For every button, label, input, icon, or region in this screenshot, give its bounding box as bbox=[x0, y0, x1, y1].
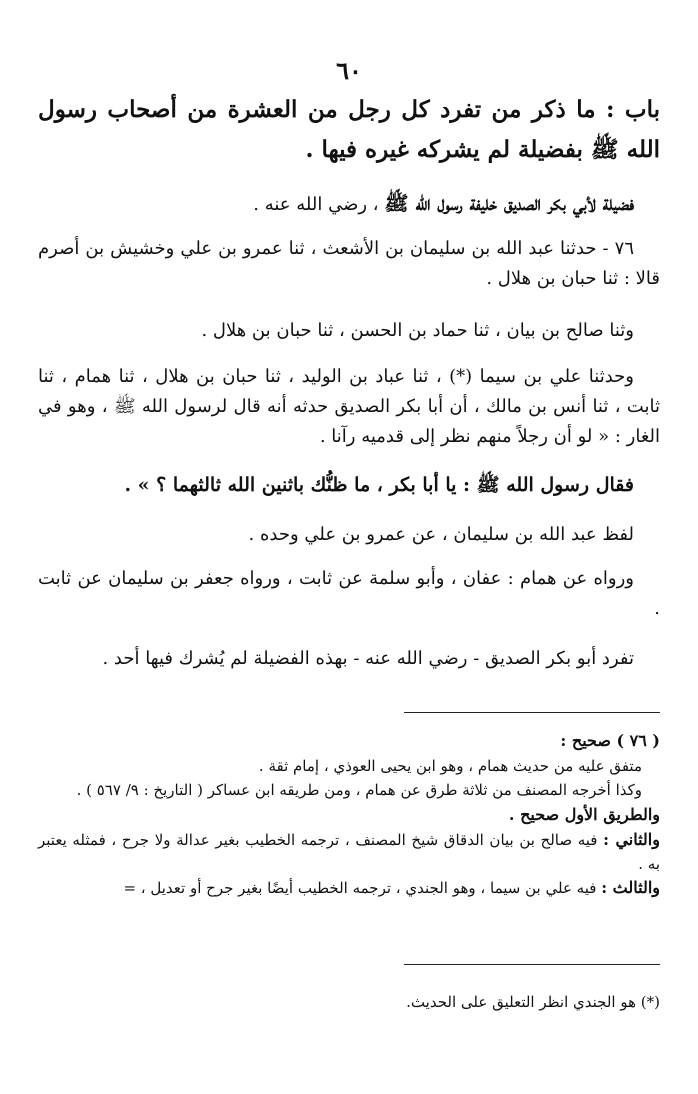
footnotes-block bbox=[38, 728, 660, 900]
footnote-third-text: فيه علي بن سيما ، وهو الجندي ، ترجمه الخطيب أيضًا بغير جرح أو تعديل ، = bbox=[123, 879, 597, 897]
footnote-second-label: والثاني : bbox=[603, 830, 660, 849]
footnote-line-2: وكذا أخرجه المصنف من ثلاثة طرق عن همام ، ومن طريقه ابن عساكر ( التاريخ : ٩/ ٥٦٧ ) . bbox=[76, 781, 642, 799]
asterisk-note: (*) هو الجندي انظر التعليق على الحديث. bbox=[406, 993, 660, 1011]
section-title-normal: ، رضي الله عنه . bbox=[253, 194, 379, 215]
paragraph-conclusion: تفرد أبو بكر الصديق - رضي الله عنه - بهذه الفضيلة لم يُشرك فيها أحد . bbox=[102, 648, 634, 669]
paragraph-prophet-reply: فقال رسول الله ﷺ : يا أبا بكر ، ما ظنُّك باثنين الله ثالثهما ؟ » . bbox=[124, 474, 634, 496]
footnote-divider-top bbox=[404, 712, 660, 713]
page-number: ٦٠ bbox=[336, 56, 362, 85]
footnote-divider-bottom bbox=[404, 964, 660, 965]
footnote-third-label: والثالث : bbox=[601, 878, 660, 897]
paragraph-chain-2: وثنا صالح بن بيان ، ثنا حماد بن الحسن ، ثنا حبان بن هلال . bbox=[201, 320, 634, 341]
paragraph-wording: لفظ عبد الله بن سليمان ، عن عمرو بن علي وحده . bbox=[248, 524, 634, 545]
section-title bbox=[38, 188, 660, 220]
paragraph-hadith-76: ٧٦ - حدثنا عبد الله بن سليمان بن الأشعث ، ثنا عمرو بن علي وخشيش بن أصرم قالا : ثنا حبان بن هلال . bbox=[38, 238, 660, 289]
footnote-second-text: فيه صالح بن بيان الدقاق شيخ المصنف ، ترجمه الخطيب بغير عدالة ولا جرح ، فمثله يعتبر به . bbox=[38, 831, 660, 873]
paragraph-chain-3: وحدثنا علي بن سيما (*) ، ثنا عباد بن الوليد ، ثنا حبان بن هلال ، ثنا همام ، ثنا ثابت ، ثنا أنس بن مالك ، أن أبا بكر الصديق حدثه أنه قال لرسول الله ﷺ ، وهو في الغار : « لو أن رجلاً منهم نظر إلى قدميه رآنا . bbox=[38, 366, 660, 447]
chapter-heading: باب : ما ذكر من تفرد كل رجل من العشرة من أصحاب رسول الله ﷺ بفضيلة لم يشركه غيره فيها . bbox=[38, 96, 660, 163]
footnote-line-1: متفق عليه من حديث همام ، وهو ابن يحيى العوذي ، إمام ثقة . bbox=[258, 757, 642, 775]
footnote-third-route bbox=[38, 876, 660, 900]
footnote-head: ( ٧٦ ) صحيح : bbox=[560, 731, 660, 750]
footnote-second-route bbox=[38, 828, 660, 876]
paragraph-narration: ورواه عن همام : عفان ، وأبو سلمة عن ثابت ، ورواه جعفر بن سليمان عن ثابت . bbox=[38, 568, 660, 619]
section-title-bold: فضيلة لأبي بكر الصديق خليفة رسول الله ﷺ bbox=[384, 191, 634, 215]
footnote-first-route: والطريق الأول صحيح . bbox=[508, 805, 660, 824]
